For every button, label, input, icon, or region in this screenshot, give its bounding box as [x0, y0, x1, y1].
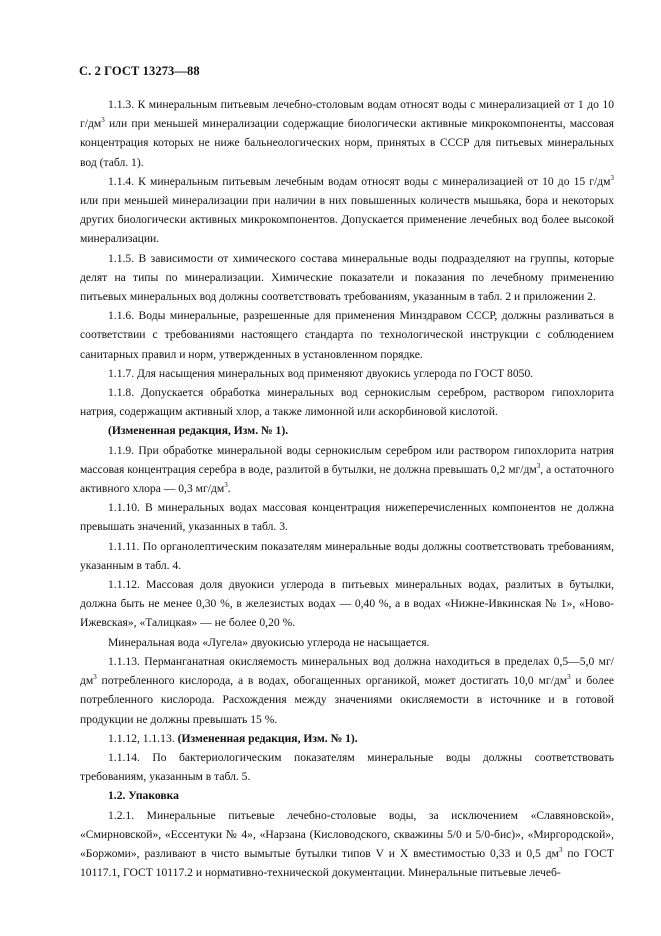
paragraph-1-1-6: 1.1.6. Воды минеральные, разрешенные для применения Минздравом СССР, должны разливаться в соответствии с требованиями настоящего стандарта по технологической инструкции с соблюдением санитарных правил и норм, утвержденных в установленном порядке. [80, 309, 614, 361]
paragraph-1-1-10: 1.1.10. В минеральных водах массовая концентрация нижеперечисленных компонентов не должна превышать значений, указанных в табл. 3. [80, 501, 614, 534]
amendment-label: (Измененная редакция, Изм. № 1). [177, 731, 358, 745]
paragraph-1-1-9: 1.1.9. При обработке минеральной воды сернокислым серебром или раствором гипохлорита натрия массовая концентрация серебра в воде, разлитой в бутылки, не должна превышать 0,2 $мг/дм^3$, а остаточного активного хлора — 0,3 $мг/дм^3$. [80, 443, 614, 496]
paragraph-1-1-8: 1.1.8. Допускается обработка минеральных вод сернокислым серебром, раствором гипохлорита натрия, содержащим активный хлор, а также лимонной или аскорбиновой кислотой. [80, 386, 614, 419]
paragraph-1-1-13: 1.1.13. Перманганатная окисляемость минеральных вод должна находиться в пределах 0,5—5,0 $мг/дм^3$ потребленного кислорода, а в водах, обогащенных органикой, может достигать 10,0 $мг/дм^3$ и более потребленного кислорода. Расхождения между значениями окисляемости в источнике и в готовой продукции не должны превышать 15 %. [80, 654, 615, 726]
amendment-clauses: 1.1.12, 1.1.13. [108, 731, 175, 745]
paragraph-1-1-7: 1.1.7. Для насыщения минеральных вод применяют двуокись углерода по ГОСТ 8050. [108, 366, 534, 380]
paragraph-1-2-1: 1.2.1. Минеральные питьевые лечебно-столовые воды, за исключением «Славяновской», «Смирновской», «Ессентуки № 4», «Нарзана (Кисловодского, скважины 5/0 и 5/0-бис)», «Миргородской», «Боржоми», разливают в чисто вымытые бутылки типов V и X вместимостью 0,33 и 0,5 $дм^3$ по ГОСТ 10117.1, ГОСТ 10117.2 и нормативно-технической документации. Минеральные питьевые лечеб- [80, 808, 614, 880]
page-header: С. 2 ГОСТ 13273—88 [79, 64, 200, 78]
paragraph-1-1-14: 1.1.14. По бактериологическим показателям минеральные воды должны соответствовать требованиям, указанным в табл. 5. [80, 750, 614, 784]
paragraph-1-1-12: 1.1.12. Массовая доля двуокиси углерода в питьевых минеральных водах, разлитых в бутылки, должна быть не менее 0,30 %, в железистых водах — 0,40 %, а в водах «Нижне-Ивкинская № 1», «Ново-Ижевская», «Талицкая» — не более 0,20 %. [80, 578, 614, 630]
paragraph-1-1-4: 1.1.4. К минеральным питьевым лечебным водам относят воды с минерализацией от 10 до 15 $г/дм^3$ или при меньшей минерализации при наличии в них повышенных количеств мышьяка, бора и некоторых других биологически активных микрокомпонентов. Допускается применение лечебных вод более высокой минерализации. [80, 173, 614, 246]
document-body [80, 95, 614, 882]
paragraph-lugela-note: Минеральная вода «Лугела» двуокисью углерода не насыщается. [108, 635, 430, 649]
amendment-note-2 [80, 729, 614, 748]
amendment-note: (Измененная редакция, Изм. № 1). [108, 424, 289, 438]
section-heading-packaging: 1.2. Упаковка [108, 789, 179, 803]
paragraph-1-1-11: 1.1.11. По органолептическим показателям минеральные воды должны соответствовать требованиям, указанным в табл. 4. [80, 539, 614, 572]
paragraph-1-1-5: 1.1.5. В зависимости от химического состава минеральные воды подразделяют на группы, которые делят на типы по минерализации. Химические показатели и показания по лечебному применению питьевых минеральных вод должны соответствовать требованиям, указанным в табл. 2 и приложении 2. [80, 251, 614, 304]
paragraph-1-1-3: 1.1.3. К минеральным питьевым лечебно-столовым водам относят воды с минерализацией от 1 до 10 $г/дм^3$ или при меньшей минерализации содержащие биологически активные микрокомпоненты, массовая концентрация которых не ниже бальнеологических норм, принятых в СССР для питьевых минеральных вод (табл. 1). [80, 98, 614, 169]
